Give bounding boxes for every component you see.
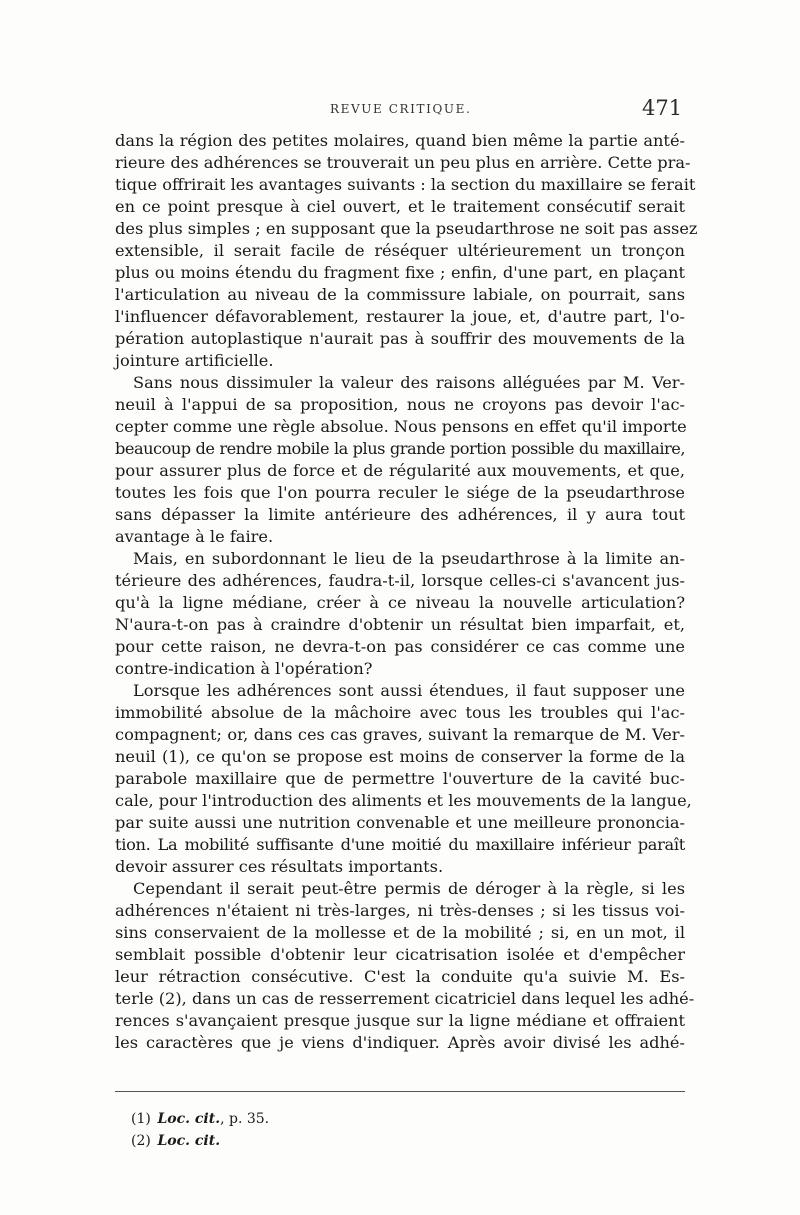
text-line: rieure des adhérences se trouverait un peu plus en arrière. Cette pra- bbox=[115, 153, 691, 172]
text-line: cepter comme une règle absolue. Nous pensons en effet qu'il importe bbox=[115, 417, 687, 436]
text-line: par suite aussi une nutrition convenable et une meilleure prononcia- bbox=[115, 813, 685, 832]
text-line: Mais, en subordonnant le lieu de la pseudarthrose à la limite an- bbox=[133, 549, 685, 568]
text-line: beaucoup de rendre mobile la plus grande portion possible du maxillaire, bbox=[115, 439, 685, 458]
text-line: semblait possible d'obtenir leur cicatrisation isolée et d'empêcher bbox=[115, 945, 685, 964]
text-line: plus ou moins étendu du fragment fixe ; enfin, d'une part, en plaçant bbox=[115, 263, 685, 282]
running-title: REVUE CRITIQUE. bbox=[330, 102, 472, 116]
footnote-mark: (2) bbox=[131, 1133, 151, 1149]
footnote-rule bbox=[115, 1091, 685, 1092]
text-line: dans la région des petites molaires, quand bien même la partie anté- bbox=[115, 131, 685, 150]
text-line: neuil (1), ce qu'on se propose est moins de conserver la forme de la bbox=[115, 747, 685, 766]
text-line: leur rétraction consécutive. C'est la conduite qu'a suivie M. Es- bbox=[115, 967, 685, 986]
text-line: jointure artificielle. bbox=[115, 351, 274, 370]
text-line: devoir assurer ces résultats importants. bbox=[115, 857, 444, 876]
text-line: neuil à l'appui de sa proposition, nous ne croyons pas devoir l'ac- bbox=[115, 395, 685, 414]
text-line: les caractères que je viens d'indiquer. Après avoir divisé les adhé- bbox=[115, 1033, 685, 1052]
text-line: pération autoplastique n'aurait pas à souffrir des mouvements de la bbox=[115, 329, 685, 348]
text-line: adhérences n'étaient ni très-larges, ni très-denses ; si les tissus voi- bbox=[115, 901, 685, 920]
text-line: terle (2), dans un cas de resserrement cicatriciel dans lequel les adhé- bbox=[115, 989, 695, 1008]
body-text bbox=[115, 130, 698, 1054]
footnote-mark: (1) bbox=[131, 1111, 151, 1127]
text-line: extensible, il serait facile de réséquer ultérieurement un tronçon bbox=[115, 241, 685, 260]
text-line: l'influencer défavorablement, restaurer la joue, et, d'autre part, l'o- bbox=[115, 307, 685, 326]
text-line: avantage à le faire. bbox=[115, 527, 274, 546]
text-line: Lorsque les adhérences sont aussi étendues, il faut supposer une bbox=[133, 681, 685, 700]
text-line: toutes les fois que l'on pourra reculer le siége de la pseudarthrose bbox=[115, 483, 685, 502]
text-line: tion. La mobilité suffisante d'une moitié du maxillaire inférieur paraît bbox=[115, 835, 685, 854]
text-line: Cependant il serait peut-être permis de déroger à la règle, si les bbox=[133, 879, 685, 898]
text-line: N'aura-t-on pas à craindre d'obtenir un résultat bien imparfait, et, bbox=[115, 615, 685, 634]
text-line: rences s'avançaient presque jusque sur la ligne médiane et offraient bbox=[115, 1011, 685, 1030]
text-line: tique offrirait les avantages suivants : la section du maxillaire se ferait bbox=[115, 175, 696, 194]
text-line: qu'à la ligne médiane, créer à ce niveau la nouvelle articulation? bbox=[115, 593, 685, 612]
text-line: cale, pour l'introduction des aliments et les mouvements de la langue, bbox=[115, 791, 692, 810]
footnotes bbox=[131, 1108, 269, 1152]
footnote-text: , p. 35. bbox=[220, 1111, 270, 1127]
footnote bbox=[131, 1130, 269, 1152]
text-line: des plus simples ; en supposant que la pseudarthrose ne soit pas assez bbox=[115, 219, 698, 238]
text-line: l'articulation au niveau de la commissure labiale, on pourrait, sans bbox=[115, 285, 685, 304]
text-line: en ce point presque à ciel ouvert, et le traitement consécutif serait bbox=[115, 197, 685, 216]
text-line: immobilité absolue de la mâchoire avec tous les troubles qui l'ac- bbox=[115, 703, 685, 722]
text-line: Sans nous dissimuler la valeur des raisons alléguées par M. Ver- bbox=[133, 373, 685, 392]
running-head bbox=[0, 96, 800, 120]
page-number: 471 bbox=[642, 96, 683, 120]
footnote bbox=[131, 1108, 269, 1130]
footnote-reference: Loc. cit. bbox=[157, 1133, 221, 1149]
text-line: pour cette raison, ne devra-t-on pas considérer ce cas comme une bbox=[115, 637, 685, 656]
text-line: contre-indication à l'opération? bbox=[115, 659, 373, 678]
text-line: sins conservaient de la mollesse et de la mobilité ; si, en un mot, il bbox=[115, 923, 685, 942]
text-line: compagnent; or, dans ces cas graves, suivant la remarque de M. Ver- bbox=[115, 725, 685, 744]
text-line: pour assurer plus de force et de régularité aux mouvements, et que, bbox=[115, 461, 685, 480]
text-line: térieure des adhérences, faudra-t-il, lorsque celles-ci s'avancent jus- bbox=[115, 571, 685, 590]
text-line: sans dépasser la limite antérieure des adhérences, il y aura tout bbox=[115, 505, 685, 524]
text-line: parabole maxillaire que de permettre l'ouverture de la cavité buc- bbox=[115, 769, 685, 788]
footnote-reference: Loc. cit. bbox=[157, 1111, 221, 1127]
